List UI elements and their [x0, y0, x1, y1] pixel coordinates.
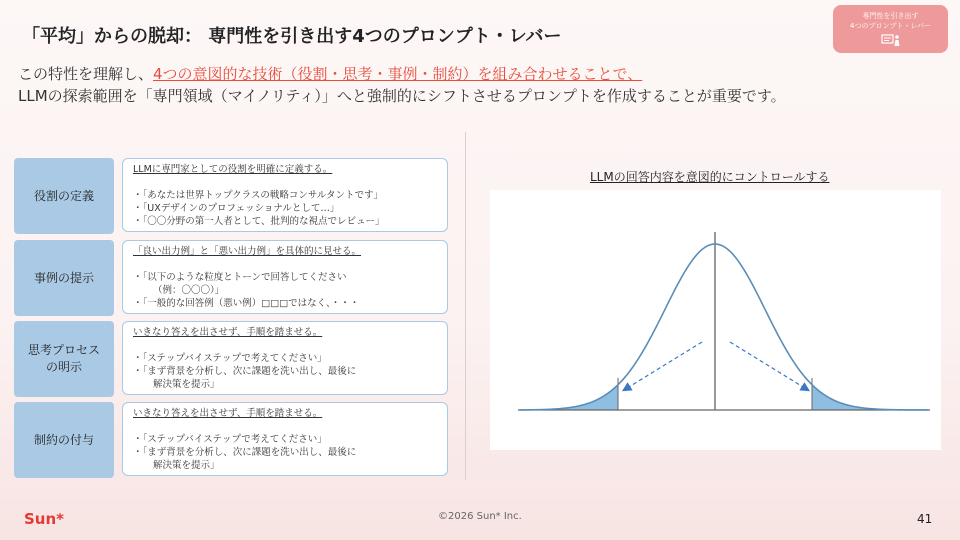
chalkboard-teacher-icon	[881, 33, 901, 47]
lever-example: ・「ステップバイステップで考えてください」	[133, 434, 327, 445]
chart-title: LLMの回答内容を意図的にコントロールする	[590, 170, 830, 184]
lever-lead: いきなり答えを出させず、手順を踏ませる。	[133, 408, 323, 419]
lever-lead: いきなり答えを出させず、手順を踏ませる。	[133, 327, 323, 338]
lever-example: ・「あなたは世界トップクラスの戦略コンサルタントです」	[133, 190, 384, 201]
slide-title: 「平均」からの脱却： 専門性を引き出す4つのプロンプト・レバー	[22, 26, 562, 47]
column-divider	[465, 132, 466, 480]
lever-label: 事例の提示	[14, 240, 114, 316]
distribution-diagram	[490, 190, 941, 450]
lever-example-cont: （例：〇〇〇）」	[153, 285, 225, 296]
sun-logo: Sun*	[24, 510, 65, 528]
lever-example: ・「まず背景を分析し、次に課題を洗い出し、最後に	[133, 366, 357, 377]
copyright: ©2026 Sun* Inc.	[438, 511, 522, 522]
lever-description	[122, 158, 448, 232]
subtitle-line-1	[18, 63, 786, 85]
lever-description	[122, 240, 448, 314]
lever-example: ・「ステップバイステップで考えてください」	[133, 353, 327, 364]
lever-example: ・「〇〇分野の第一人者として、批判的な視点でレビュー」	[133, 216, 385, 227]
lever-example: ・「UXデザインのプロフェッショナルとして…」	[133, 203, 340, 214]
lever-example-cont: 解決策を提示」	[153, 460, 220, 471]
lever-example: ・「一般的な回答例（悪い例）□□□ではなく、・・・	[133, 298, 360, 309]
bell-curve	[520, 244, 928, 410]
arrow-to-left-tail	[624, 342, 702, 390]
badge-line-2: 4つのプロンプト・レバー	[850, 22, 931, 30]
subtitle-line-2: LLMの探索範囲を「専門領域（マイノリティ）」へと強制的にシフトさせるプロンプトを作成することが重要です。	[18, 87, 786, 105]
lever-description	[122, 402, 448, 476]
lever-example: ・「以下のような粒度とトーンで回答してください	[133, 272, 347, 283]
section-badge	[833, 5, 948, 53]
lever-example-cont: 解決策を提示」	[153, 379, 220, 390]
subtitle-text: この特性を理解し、	[18, 65, 154, 83]
lever-label: 思考プロセスの明示	[14, 321, 114, 397]
lever-label: 制約の付与	[14, 402, 114, 478]
left-tail-shade	[520, 385, 618, 410]
lever-lead: 「良い出力例」と「悪い出力例」を具体的に見せる。	[133, 246, 362, 257]
lever-lead: LLMに専門家としての役割を明確に定義する。	[133, 164, 333, 175]
subtitle	[18, 63, 786, 107]
badge-line-1: 専門性を引き出す	[862, 12, 919, 20]
lever-description	[122, 321, 448, 395]
subtitle-highlight: 4つの意図的な技術（役割・思考・事例・制約）を組み合わせることで、	[153, 65, 643, 83]
page-number: 41	[917, 512, 933, 526]
lever-example: ・「まず背景を分析し、次に課題を洗い出し、最後に	[133, 447, 357, 458]
lever-label: 役割の定義	[14, 158, 114, 234]
normal-curve-figure	[490, 190, 941, 450]
